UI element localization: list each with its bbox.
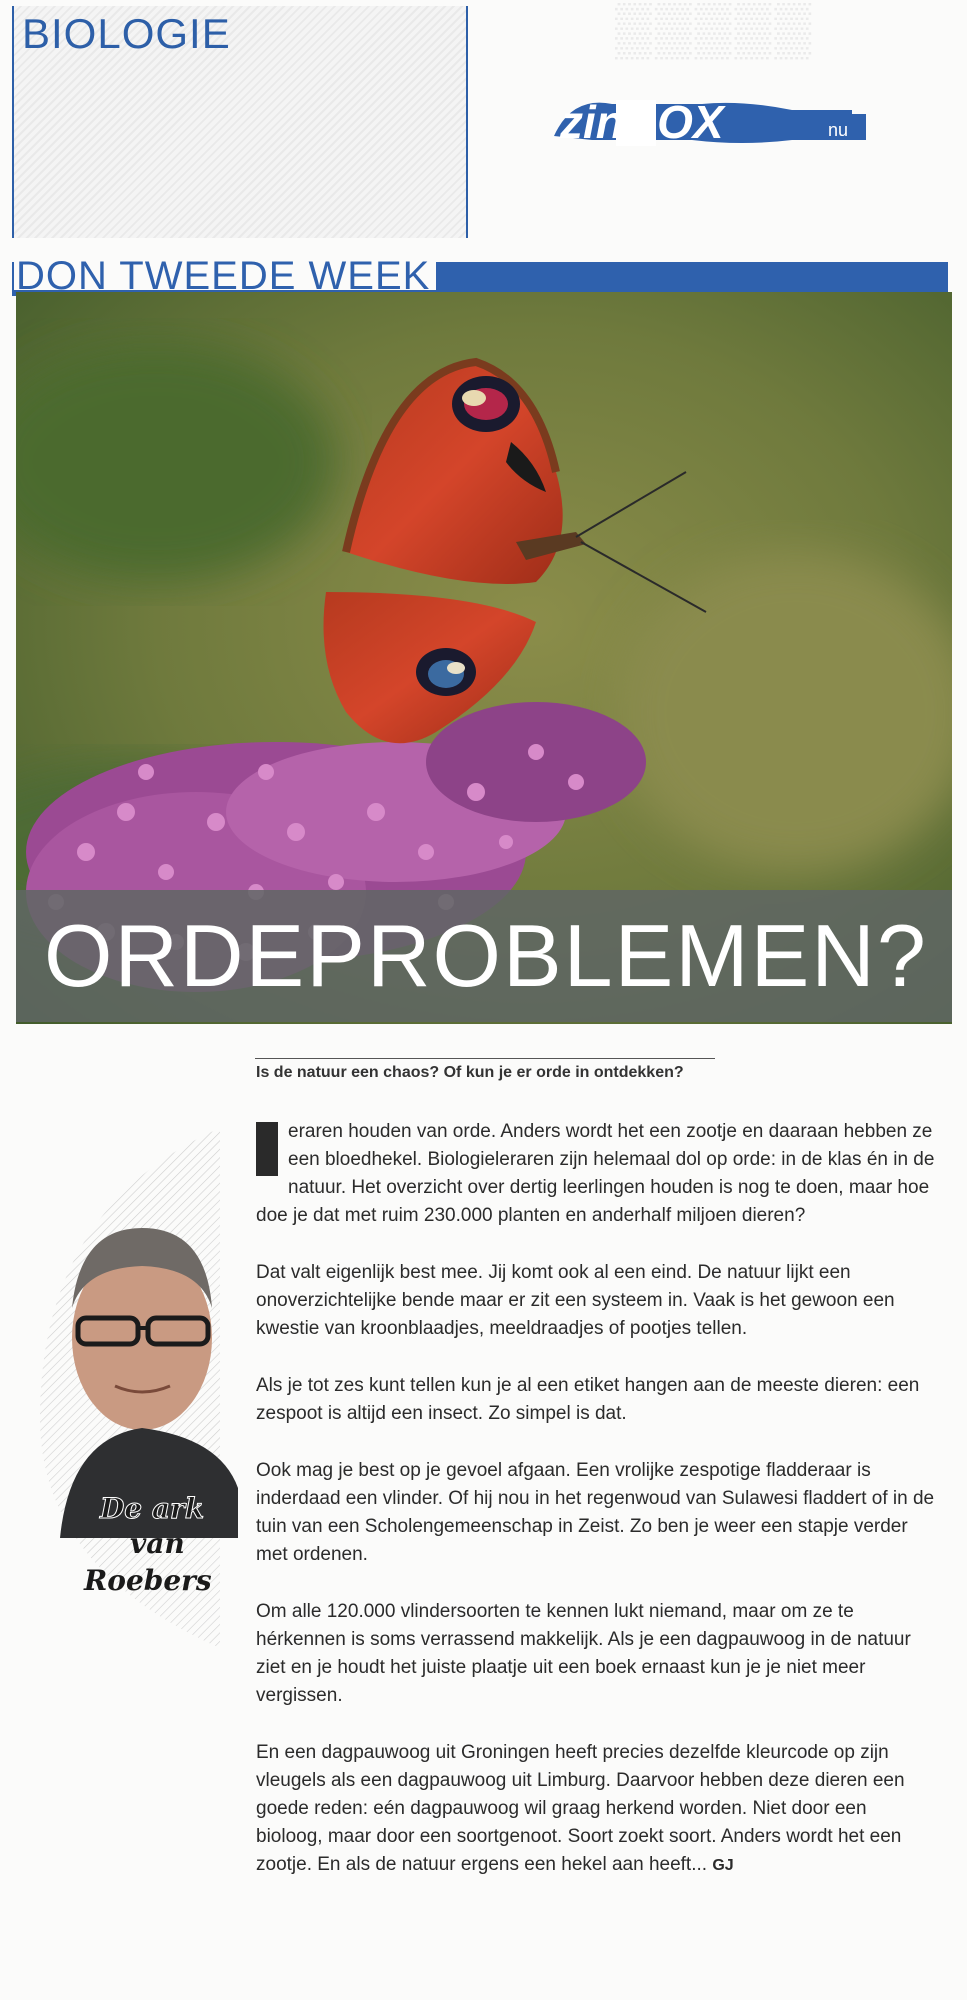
column-title-line3: Roebers [84,1564,212,1597]
article-paragraph-5: Om alle 120.000 vlindersoorten te kennen lukt niemand, maar om ze te hérkennen is soms verrassend makkelijk. Als je een dagpauwoog in de natuur ziet en je houdt het juiste plaatje uit een boek ernaast kun je je niet meer vergissen. [256,1601,911,1706]
columnist-portrait [20,1128,238,1648]
author-initials: GJ [712,1857,734,1874]
article-paragraph-2: Dat valt eigenlijk best mee. Jij komt ook al een eind. De natuur lijkt een onoverzichtelijke bende maar er zit een systeem in. Vaak is het gewoon een kwestie van kroonblaadjes, meeldraadjes of pootjes tellen. [256,1262,895,1339]
article-paragraph-6: En een dagpauwoog uit Groningen heeft precies dezelfde kleurcode op zijn vleugels als een dagpauwoog uit Limburg. Daarvoor hebben deze dieren een goede reden: eén dagpauwoog wil graag herkend worden. Niet door een bioloog, maar door een soortgenoot. Soort zoekt soort. Anders wordt het een zootje. En als de natuur ergens een hekel aan heeft... GJ [256,1742,905,1875]
logo-text: zinBOX [560,96,724,148]
subheading-rule [255,1058,715,1059]
article-paragraph-3: Als je tot zes kunt tellen kun je al een etiket hangen aan de meeste dieren: een zespoot is altijd een insect. Zo simpel is dat. [256,1375,920,1424]
column-title-line1: De ark [100,1492,205,1525]
svg-text:nu: nu [828,120,849,140]
article-paragraph-4: Ook mag je best op je gevoel afgaan. Een vrolijke zespotige fladderaar is inderdaad een vlinder. Of hij nou in het regenwoud van Sulawesi fladdert of in de tuin van een Scholengemeenschap in Zeist. Zo ben je weer een stapje verder met ordenen. [256,1460,935,1565]
section-title: BIOLOGIE [22,10,231,57]
article-paragraph-1: eraren houden van orde. Anders wordt het een zootje en daaraan hebben ze een bloedhekel. Biologieleraren zijn helemaal dol op orde: in de klas én in de natuur. Het overzicht over dertig leerlingen houden is nog te doen, maar hoe doe je dat met ruim 230.000 planten en anderhalf miljoen dieren? [256,1121,935,1226]
banner-text: DON TWEEDE WEEK [14,254,436,290]
bleed-through-decoration: ▒▒▒▒▒ [615,0,815,58]
article-body [256,1118,936,1909]
zinbox-logo [552,96,874,148]
drop-cap-l [256,1122,278,1176]
column-title-line2: van [130,1527,185,1560]
headline: ORDEPROBLEMEN? [44,906,928,1005]
subheading: Is de natuur een chaos? Of kun je er orde in ontdekken? [256,1064,684,1081]
